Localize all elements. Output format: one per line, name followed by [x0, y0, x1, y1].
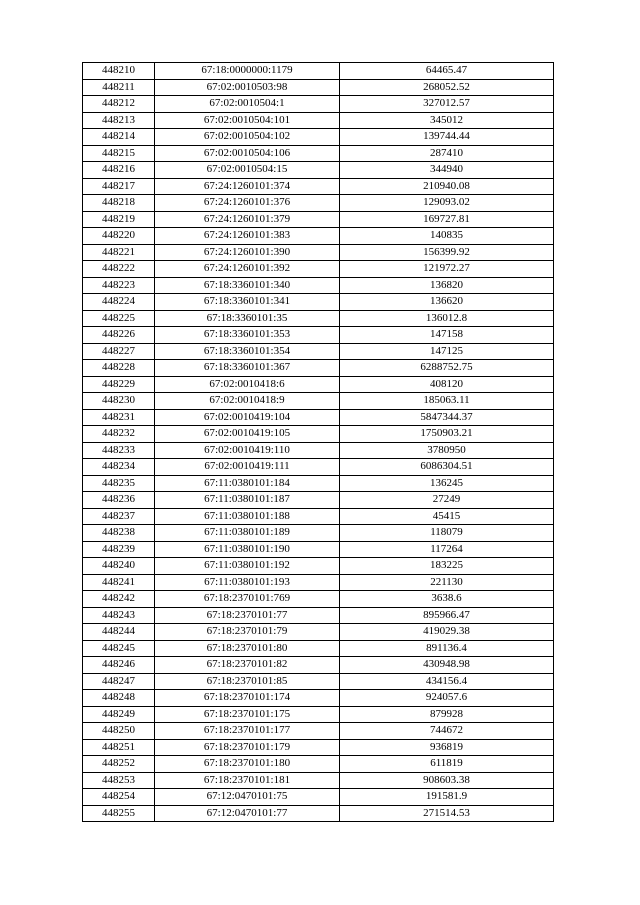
row-number-cell: 448253: [83, 772, 155, 789]
table-row: [83, 739, 554, 756]
row-number-cell: 448233: [83, 442, 155, 459]
value-cell: 271514.53: [340, 805, 554, 822]
cadastral-number-cell: 67:24:1260101:374: [155, 178, 340, 195]
row-number-cell: 448228: [83, 360, 155, 377]
cadastral-number-cell: 67:18:2370101:175: [155, 706, 340, 723]
value-cell: 169727.81: [340, 211, 554, 228]
table-row: [83, 706, 554, 723]
row-number-cell: 448224: [83, 294, 155, 311]
row-number-cell: 448211: [83, 79, 155, 96]
row-number-cell: 448218: [83, 195, 155, 212]
table-row: [83, 244, 554, 261]
cadastral-number-cell: 67:18:0000000:1179: [155, 63, 340, 80]
table-row: [83, 327, 554, 344]
row-number-cell: 448223: [83, 277, 155, 294]
cadastral-number-cell: 67:18:2370101:180: [155, 756, 340, 773]
row-number-cell: 448234: [83, 459, 155, 476]
row-number-cell: 448213: [83, 112, 155, 129]
row-number-cell: 448241: [83, 574, 155, 591]
row-number-cell: 448229: [83, 376, 155, 393]
cadastral-number-cell: 67:11:0380101:188: [155, 508, 340, 525]
table-row: [83, 508, 554, 525]
cadastral-number-cell: 67:18:2370101:174: [155, 690, 340, 707]
table-row: [83, 195, 554, 212]
row-number-cell: 448248: [83, 690, 155, 707]
table-row: [83, 624, 554, 641]
table-row: [83, 360, 554, 377]
value-cell: 191581.9: [340, 789, 554, 806]
cadastral-number-cell: 67:18:2370101:769: [155, 591, 340, 608]
cadastral-number-cell: 67:11:0380101:190: [155, 541, 340, 558]
table-row: [83, 178, 554, 195]
row-number-cell: 448216: [83, 162, 155, 179]
cadastral-number-cell: 67:02:0010418:6: [155, 376, 340, 393]
table-row: [83, 690, 554, 707]
value-cell: 430948.98: [340, 657, 554, 674]
cadastral-number-cell: 67:11:0380101:187: [155, 492, 340, 509]
table-row: [83, 475, 554, 492]
cadastral-number-cell: 67:02:0010504:15: [155, 162, 340, 179]
row-number-cell: 448212: [83, 96, 155, 113]
row-number-cell: 448232: [83, 426, 155, 443]
row-number-cell: 448238: [83, 525, 155, 542]
row-number-cell: 448246: [83, 657, 155, 674]
cadastral-number-cell: 67:12:0470101:75: [155, 789, 340, 806]
row-number-cell: 448221: [83, 244, 155, 261]
value-cell: 345012: [340, 112, 554, 129]
cadastral-number-cell: 67:18:2370101:80: [155, 640, 340, 657]
row-number-cell: 448230: [83, 393, 155, 410]
table-row: [83, 145, 554, 162]
cadastral-number-cell: 67:18:2370101:79: [155, 624, 340, 641]
cadastral-number-cell: 67:24:1260101:383: [155, 228, 340, 245]
value-cell: 136245: [340, 475, 554, 492]
row-number-cell: 448250: [83, 723, 155, 740]
value-cell: 3780950: [340, 442, 554, 459]
value-cell: 344940: [340, 162, 554, 179]
value-cell: 895966.47: [340, 607, 554, 624]
value-cell: 611819: [340, 756, 554, 773]
value-cell: 936819: [340, 739, 554, 756]
row-number-cell: 448249: [83, 706, 155, 723]
row-number-cell: 448255: [83, 805, 155, 822]
row-number-cell: 448210: [83, 63, 155, 80]
row-number-cell: 448247: [83, 673, 155, 690]
value-cell: 129093.02: [340, 195, 554, 212]
table-row: [83, 63, 554, 80]
table-row: [83, 228, 554, 245]
value-cell: 6288752.75: [340, 360, 554, 377]
value-cell: 210940.08: [340, 178, 554, 195]
cadastral-number-cell: 67:24:1260101:379: [155, 211, 340, 228]
cadastral-number-cell: 67:02:0010504:102: [155, 129, 340, 146]
cadastral-number-cell: 67:02:0010503:98: [155, 79, 340, 96]
table-row: [83, 343, 554, 360]
table-row: [83, 459, 554, 476]
table-row: [83, 492, 554, 509]
table-row: [83, 442, 554, 459]
table-row: [83, 640, 554, 657]
table-row: [83, 558, 554, 575]
value-cell: 908603.38: [340, 772, 554, 789]
table-row: [83, 541, 554, 558]
row-number-cell: 448231: [83, 409, 155, 426]
value-cell: 221130: [340, 574, 554, 591]
value-cell: 1750903.21: [340, 426, 554, 443]
table-row: [83, 591, 554, 608]
row-number-cell: 448226: [83, 327, 155, 344]
value-cell: 147158: [340, 327, 554, 344]
row-number-cell: 448214: [83, 129, 155, 146]
cadastral-number-cell: 67:11:0380101:184: [155, 475, 340, 492]
cadastral-number-cell: 67:11:0380101:192: [155, 558, 340, 575]
table-row: [83, 211, 554, 228]
table-row: [83, 261, 554, 278]
value-cell: 434156.4: [340, 673, 554, 690]
cadastral-number-cell: 67:24:1260101:376: [155, 195, 340, 212]
cadastral-number-cell: 67:18:3360101:341: [155, 294, 340, 311]
row-number-cell: 448239: [83, 541, 155, 558]
table-row: [83, 789, 554, 806]
table-row: [83, 723, 554, 740]
row-number-cell: 448220: [83, 228, 155, 245]
table-row: [83, 574, 554, 591]
value-cell: 879928: [340, 706, 554, 723]
row-number-cell: 448242: [83, 591, 155, 608]
value-cell: 924057.6: [340, 690, 554, 707]
table-row: [83, 673, 554, 690]
cadastral-number-cell: 67:02:0010504:101: [155, 112, 340, 129]
value-cell: 6086304.51: [340, 459, 554, 476]
value-cell: 327012.57: [340, 96, 554, 113]
cadastral-number-cell: 67:18:2370101:82: [155, 657, 340, 674]
value-cell: 5847344.37: [340, 409, 554, 426]
value-cell: 156399.92: [340, 244, 554, 261]
cadastral-number-cell: 67:02:0010504:1: [155, 96, 340, 113]
table-row: [83, 607, 554, 624]
cadastral-number-cell: 67:02:0010418:9: [155, 393, 340, 410]
table-row: [83, 294, 554, 311]
value-cell: 136012.8: [340, 310, 554, 327]
value-cell: 268052.52: [340, 79, 554, 96]
table-row: [83, 756, 554, 773]
table-row: [83, 393, 554, 410]
cadastral-number-cell: 67:18:3360101:354: [155, 343, 340, 360]
cadastral-number-cell: 67:24:1260101:392: [155, 261, 340, 278]
row-number-cell: 448243: [83, 607, 155, 624]
cadastral-number-cell: 67:02:0010419:104: [155, 409, 340, 426]
table-row: [83, 277, 554, 294]
cadastral-number-cell: 67:18:2370101:181: [155, 772, 340, 789]
table-row: [83, 162, 554, 179]
table-row: [83, 805, 554, 822]
table-row: [83, 96, 554, 113]
table-row: [83, 112, 554, 129]
cadastral-number-cell: 67:02:0010419:105: [155, 426, 340, 443]
value-cell: 147125: [340, 343, 554, 360]
table-row: [83, 772, 554, 789]
row-number-cell: 448217: [83, 178, 155, 195]
cadastral-number-cell: 67:02:0010419:111: [155, 459, 340, 476]
row-number-cell: 448251: [83, 739, 155, 756]
cadastral-number-cell: 67:18:3360101:367: [155, 360, 340, 377]
table-row: [83, 657, 554, 674]
value-cell: 27249: [340, 492, 554, 509]
row-number-cell: 448219: [83, 211, 155, 228]
row-number-cell: 448225: [83, 310, 155, 327]
value-cell: 64465.47: [340, 63, 554, 80]
cadastral-number-cell: 67:18:2370101:85: [155, 673, 340, 690]
value-cell: 408120: [340, 376, 554, 393]
value-cell: 118079: [340, 525, 554, 542]
row-number-cell: 448240: [83, 558, 155, 575]
row-number-cell: 448252: [83, 756, 155, 773]
cadastral-number-cell: 67:02:0010504:106: [155, 145, 340, 162]
value-cell: 117264: [340, 541, 554, 558]
table-row: [83, 409, 554, 426]
value-cell: 136620: [340, 294, 554, 311]
cadastral-number-cell: 67:11:0380101:193: [155, 574, 340, 591]
row-number-cell: 448237: [83, 508, 155, 525]
value-cell: 891136.4: [340, 640, 554, 657]
table-row: [83, 376, 554, 393]
cadastral-number-cell: 67:02:0010419:110: [155, 442, 340, 459]
value-cell: 185063.11: [340, 393, 554, 410]
cadastral-value-table: [82, 62, 554, 822]
table-body: [83, 63, 554, 822]
value-cell: 45415: [340, 508, 554, 525]
table-row: [83, 426, 554, 443]
cadastral-number-cell: 67:12:0470101:77: [155, 805, 340, 822]
row-number-cell: 448236: [83, 492, 155, 509]
cadastral-number-cell: 67:18:2370101:179: [155, 739, 340, 756]
table-row: [83, 129, 554, 146]
row-number-cell: 448227: [83, 343, 155, 360]
value-cell: 183225: [340, 558, 554, 575]
row-number-cell: 448244: [83, 624, 155, 641]
cadastral-number-cell: 67:18:3360101:35: [155, 310, 340, 327]
value-cell: 3638.6: [340, 591, 554, 608]
value-cell: 136820: [340, 277, 554, 294]
row-number-cell: 448222: [83, 261, 155, 278]
value-cell: 287410: [340, 145, 554, 162]
cadastral-number-cell: 67:24:1260101:390: [155, 244, 340, 261]
cadastral-number-cell: 67:18:3360101:353: [155, 327, 340, 344]
row-number-cell: 448254: [83, 789, 155, 806]
table-row: [83, 310, 554, 327]
value-cell: 121972.27: [340, 261, 554, 278]
table-row: [83, 79, 554, 96]
cadastral-number-cell: 67:11:0380101:189: [155, 525, 340, 542]
cadastral-number-cell: 67:18:2370101:77: [155, 607, 340, 624]
cadastral-number-cell: 67:18:3360101:340: [155, 277, 340, 294]
value-cell: 140835: [340, 228, 554, 245]
value-cell: 419029.38: [340, 624, 554, 641]
cadastral-number-cell: 67:18:2370101:177: [155, 723, 340, 740]
value-cell: 744672: [340, 723, 554, 740]
value-cell: 139744.44: [340, 129, 554, 146]
row-number-cell: 448245: [83, 640, 155, 657]
row-number-cell: 448235: [83, 475, 155, 492]
table-row: [83, 525, 554, 542]
row-number-cell: 448215: [83, 145, 155, 162]
